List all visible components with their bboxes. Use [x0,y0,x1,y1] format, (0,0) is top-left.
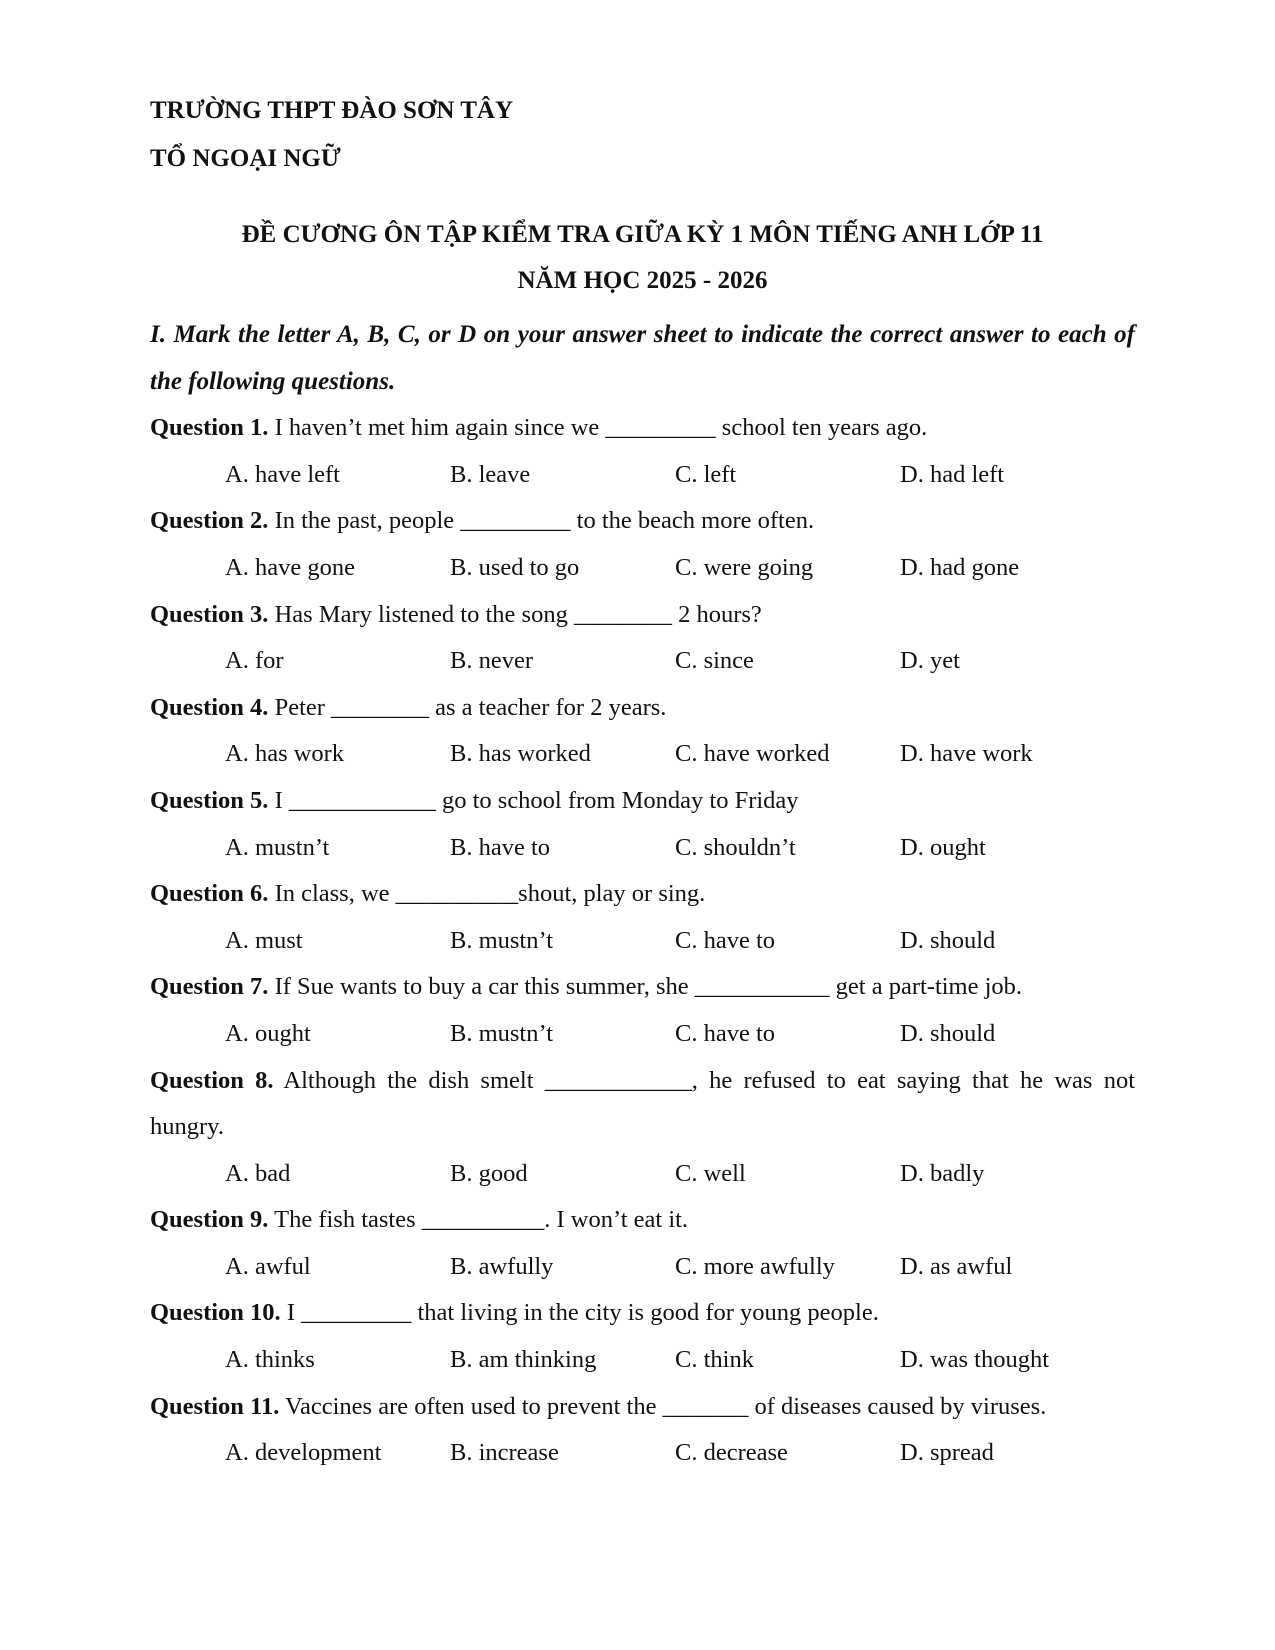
answer-options [150,1430,1135,1477]
answer-options [150,1011,1135,1058]
answer-option-d: D. had gone [900,553,1020,581]
question-9 [150,1197,1135,1244]
document-title: ĐỀ CƯƠNG ÔN TẬP KIỂM TRA GIỮA KỲ 1 MÔN TIẾNG ANH LỚP 11 [241,221,1044,248]
answer-option-d: D. badly [900,1159,985,1187]
spacer [150,192,1135,220]
question-text: I haven’t met him again since we _________ school ten years ago. [268,414,928,442]
answer-option-c: C. have to [675,1019,776,1047]
answer-options [150,1151,1135,1198]
answer-options [150,545,1135,592]
answer-option-c: C. well [675,1159,746,1187]
answer-option-a: A. bad [225,1159,291,1187]
answer-options [150,452,1135,499]
answer-option-c: C. left [675,460,737,488]
answer-option-a: A. thinks [225,1346,315,1374]
answer-option-d: D. was thought [900,1346,1050,1374]
answer-option-d: D. should [900,1019,996,1047]
answer-option-c: C. more awfully [675,1252,835,1280]
answer-options [150,638,1135,685]
question-label: Question 1. [150,414,269,442]
question-text: Has Mary listened to the song ________ 2 hours? [268,600,762,628]
answer-option-c: C. were going [675,553,814,581]
answer-option-a: A. must [225,926,303,954]
answer-option-c: C. have to [675,926,776,954]
answer-option-b: B. leave [450,460,531,488]
answer-option-d: D. have work [900,740,1033,768]
answer-option-b: B. mustn’t [450,1019,554,1047]
section-instruction: I. Mark the letter A, B, C, or D on your answer sheet to indicate the correct answer to each of the following questions. [150,321,1135,395]
school-year: NĂM HỌC 2025 - 2026 [517,267,768,294]
document-page [150,96,1135,1477]
answer-option-d: D. ought [900,833,986,861]
question-text: I ____________ go to school from Monday to Friday [268,786,799,814]
answer-options [150,731,1135,778]
question-label: Question 3. [150,600,269,628]
answer-option-b: B. never [450,647,533,675]
answer-option-d: D. should [900,926,996,954]
answer-options [150,918,1135,965]
answer-option-a: A. mustn’t [225,833,330,861]
question-label: Question 11. [150,1392,280,1420]
question-10 [150,1290,1135,1337]
question-label: Question 7. [150,973,269,1001]
question-label: Question 9. [150,1206,269,1234]
answer-option-c: C. since [675,647,754,675]
question-2 [150,498,1135,545]
answer-option-b: B. am thinking [450,1346,597,1374]
answer-option-c: C. shouldn’t [675,833,796,861]
answer-option-b: B. awfully [450,1252,554,1280]
question-label: Question 4. [150,693,269,721]
question-label: Question 10. [150,1299,281,1327]
question-text: The fish tastes __________. I won’t eat it. [268,1206,689,1234]
answer-option-b: B. mustn’t [450,926,554,954]
question-text: Peter ________ as a teacher for 2 years. [268,693,667,721]
answer-option-b: B. good [450,1159,528,1187]
answer-option-c: C. decrease [675,1439,788,1467]
answer-options [150,1337,1135,1384]
question-text: If Sue wants to buy a car this summer, she ___________ get a part-time job. [268,973,1023,1001]
answer-option-d: D. yet [900,647,960,675]
answer-option-d: D. spread [900,1439,994,1467]
answer-option-b: B. have to [450,833,551,861]
answer-option-a: A. have gone [225,553,355,581]
question-8 [150,1058,1135,1151]
question-label: Question 6. [150,880,269,908]
answer-option-c: C. have worked [675,740,830,768]
answer-option-a: A. development [225,1439,382,1467]
answer-options [150,1244,1135,1291]
question-text: Vaccines are often used to prevent the _______ of diseases caused by viruses. [279,1392,1047,1420]
question-list [150,405,1135,1477]
question-4 [150,685,1135,732]
question-text: I _________ that living in the city is good for young people. [280,1299,879,1327]
question-text: In the past, people _________ to the beach more often. [268,507,815,535]
question-label: Question 2. [150,507,269,535]
answer-option-a: A. have left [225,460,340,488]
answer-option-b: B. used to go [450,553,580,581]
question-6 [150,871,1135,918]
department-name: TỔ NGOẠI NGỮ [150,145,341,172]
question-text: In class, we __________shout, play or sing. [268,880,706,908]
question-1 [150,405,1135,452]
question-label: Question 5. [150,786,269,814]
answer-option-d: D. as awful [900,1252,1013,1280]
question-text: Although the dish smelt ____________, he refused to eat saying that he was not hungry. [150,1066,1135,1141]
answer-option-a: A. awful [225,1252,311,1280]
question-7 [150,964,1135,1011]
school-name: TRƯỜNG THPT ĐÀO SƠN TÂY [150,97,514,124]
answer-option-b: B. has worked [450,740,591,768]
answer-option-b: B. increase [450,1439,559,1467]
question-11 [150,1384,1135,1431]
answer-option-a: A. has work [225,740,345,768]
answer-option-d: D. had left [900,460,1005,488]
question-3 [150,592,1135,639]
answer-option-c: C. think [675,1346,754,1374]
answer-option-a: A. ought [225,1019,311,1047]
question-label: Question 8. [150,1066,274,1094]
question-5 [150,778,1135,825]
answer-options [150,825,1135,872]
answer-option-a: A. for [225,647,284,675]
